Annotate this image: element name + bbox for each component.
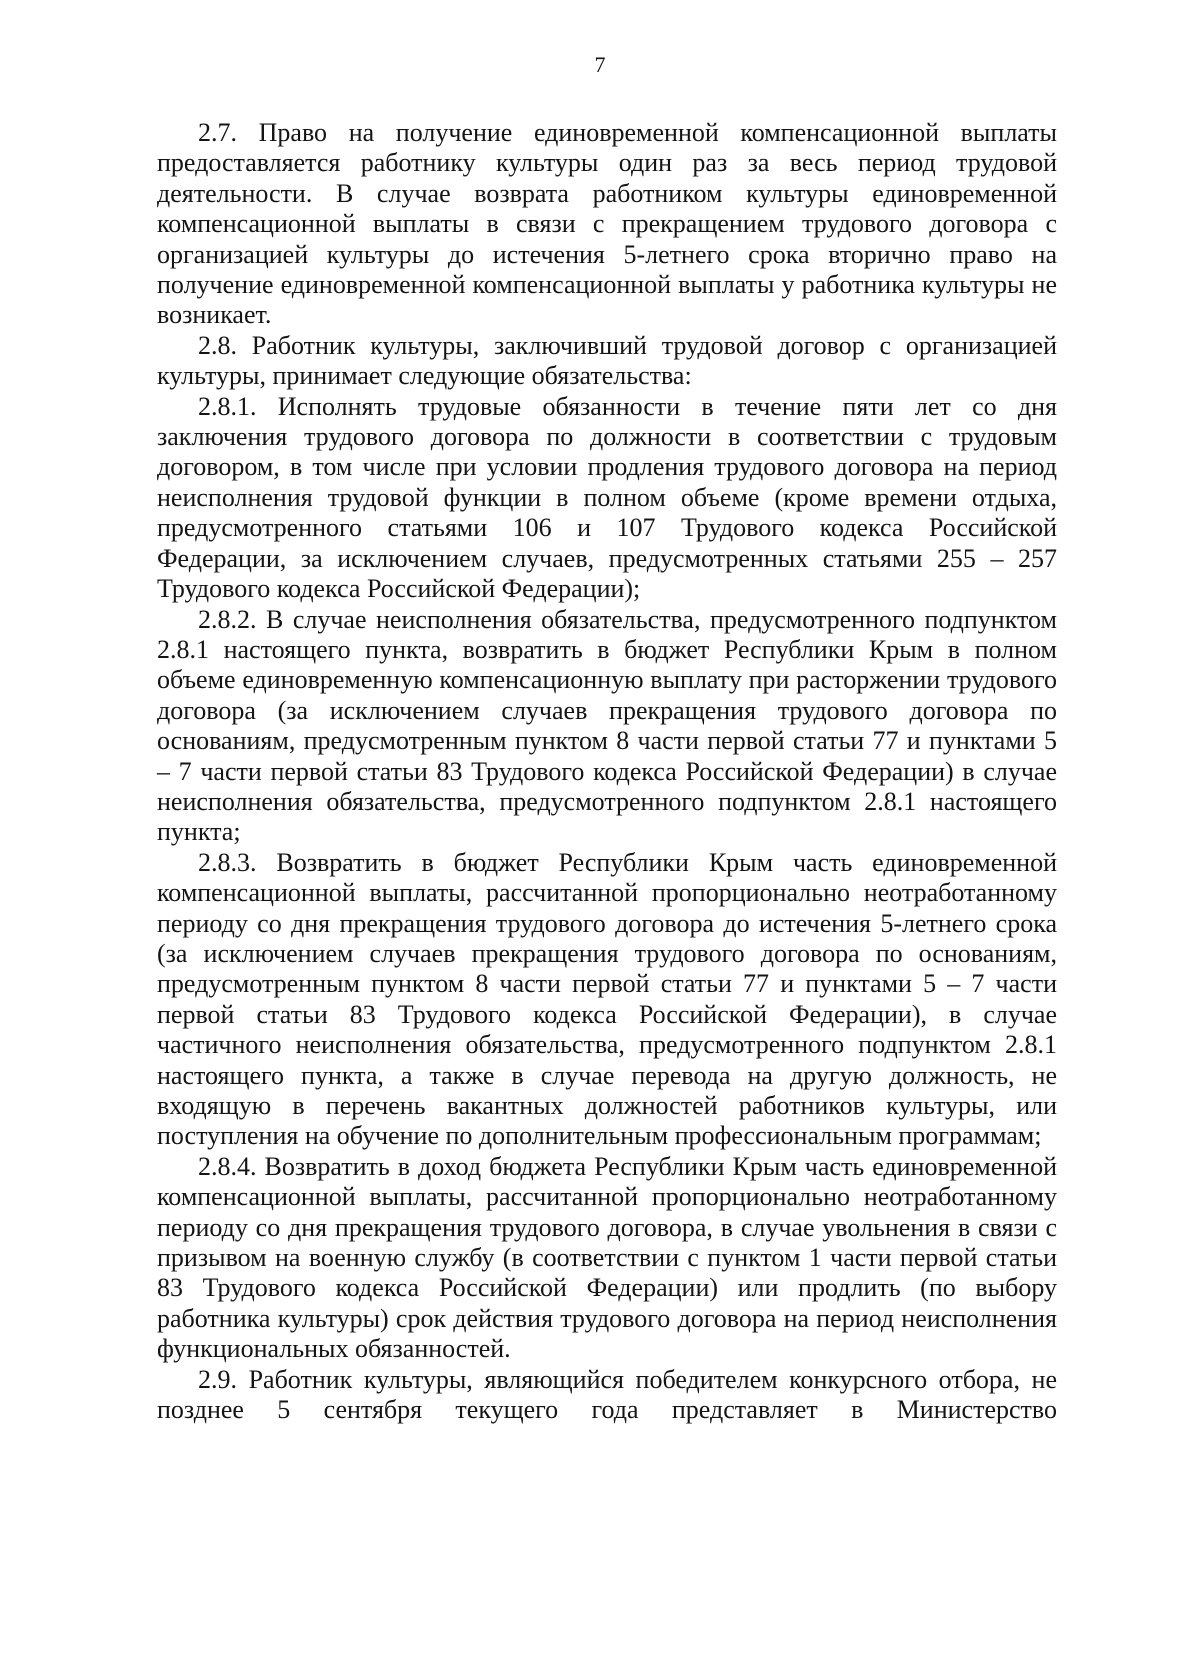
- paragraph-2-8-4: 2.8.4. Возвратить в доход бюджета Республики Крым часть единовременной компенсационной выплаты, рассчитанной пропорционально неотработанному периоду со дня прекращения трудового договора, в случае увольнения в связи с призывом на военную службу (в соответствии с пунктом 1 части первой статьи 83 Трудового кодекса Российской Федерации) или продлить (по выбору работника культуры) срок действия трудового договора на период неисполнения функциональных обязанностей.: [157, 1151, 1057, 1364]
- paragraph-2-8-2: 2.8.2. В случае неисполнения обязательства, предусмотренного подпунктом 2.8.1 настоящего пункта, возвратить в бюджет Республики Крым в полном объеме единовременную компенсационную выплату при расторжении трудового договора (за исключением случаев прекращения трудового договора по основаниям, предусмотренным пунктом 8 части первой статьи 77 и пунктами 5 – 7 части первой статьи 83 Трудового кодекса Российской Федерации) в случае неисполнения обязательства, предусмотренного подпунктом 2.8.1 настоящего пункта;: [157, 604, 1057, 847]
- paragraph-2-8-1: 2.8.1. Исполнять трудовые обязанности в течение пяти лет со дня заключения трудового договора по должности в соответствии с трудовым договором, в том числе при условии продления трудового договора на период неисполнения трудовой функции в полном объеме (кроме времени отдыха, предусмотренного статьями 106 и 107 Трудового кодекса Российской Федерации, за исключением случаев, предусмотренных статьями 255 – 257 Трудового кодекса Российской Федерации);: [157, 391, 1057, 604]
- paragraph-2-9: 2.9. Работник культуры, являющийся победителем конкурсного отбора, не позднее 5 сентября текущего года представляет в Министерство: [157, 1364, 1057, 1425]
- paragraph-2-8: 2.8. Работник культуры, заключивший трудовой договор с организацией культуры, принимает следующие обязательства:: [157, 330, 1057, 391]
- paragraph-2-8-3: 2.8.3. Возвратить в бюджет Республики Крым часть единовременной компенсационной выплаты, рассчитанной пропорционально неотработанному периоду со дня прекращения трудового договора до истечения 5-летнего срока (за исключением случаев прекращения трудового договора по основаниям, предусмотренным пунктом 8 части первой статьи 77 и пунктами 5 – 7 части первой статьи 83 Трудового кодекса Российской Федерации), в случае частичного неисполнения обязательства, предусмотренного подпунктом 2.8.1 настоящего пункта, а также в случае перевода на другую должность, не входящую в перечень вакантных должностей работников культуры, или поступления на обучение по дополнительным профессиональным программам;: [157, 847, 1057, 1151]
- page-number: 7: [594, 52, 606, 77]
- paragraph-2-7: 2.7. Право на получение единовременной компенсационной выплаты предоставляется работнику культуры один раз за весь период трудовой деятельности. В случае возврата работником культуры единовременной компенсационной выплаты в связи с прекращением трудового договора с организацией культуры до истечения 5-летнего срока вторично право на получение единовременной компенсационной выплаты у работника культуры не возникает.: [157, 118, 1057, 330]
- document-body: [157, 118, 1057, 1425]
